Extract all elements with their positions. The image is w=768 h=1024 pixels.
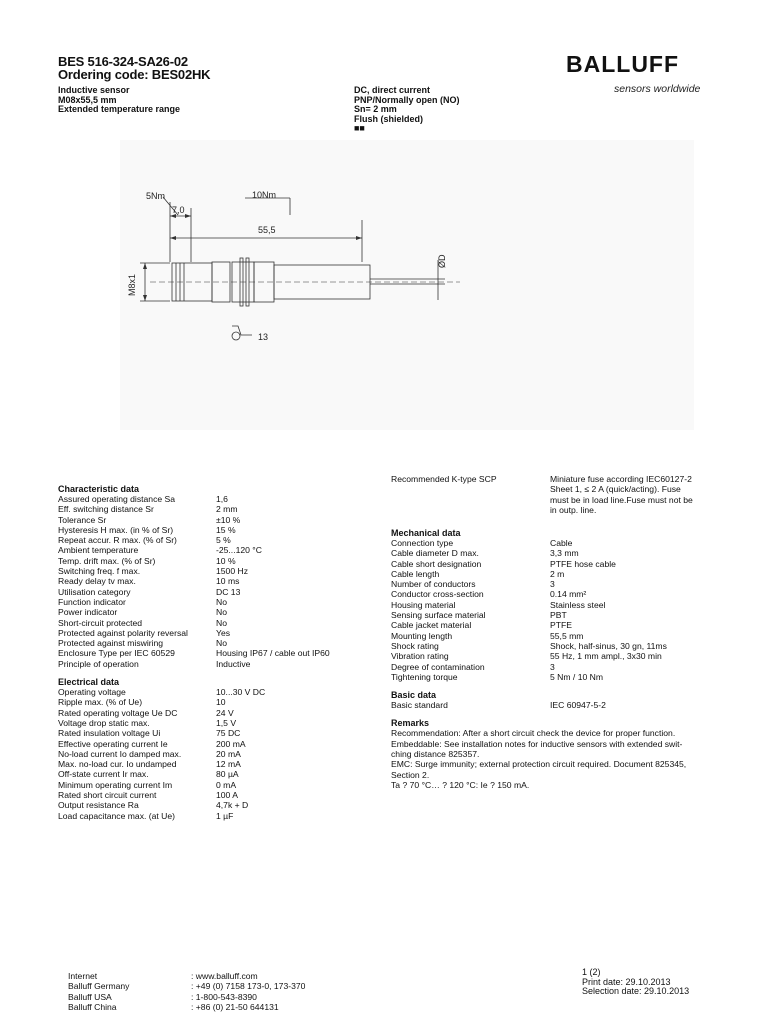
desc-line: Extended temperature range — [58, 104, 181, 115]
desc-line: PNP/Normally open (NO) — [354, 94, 460, 105]
row-value: No — [216, 617, 227, 628]
electrical-row — [58, 800, 358, 810]
desc-line: M08x55,5 mm — [58, 94, 117, 105]
row-value: 4,7k + D — [216, 800, 249, 811]
row-label: Function indicator — [58, 596, 126, 607]
mechanical-row — [391, 631, 721, 641]
characteristic-table — [58, 494, 358, 669]
dim-5nm: 5Nm — [146, 191, 166, 201]
row-label: Internet — [68, 971, 98, 981]
row-label: Off-state current Ir max. — [58, 769, 149, 780]
row-value: 55,5 mm — [550, 630, 584, 641]
characteristic-row — [58, 618, 358, 628]
row-value: IEC 60947-5-2 — [550, 700, 606, 711]
row-value: No — [216, 607, 227, 618]
basic-table — [391, 700, 721, 710]
row-label: Protected against polarity reversal — [58, 627, 188, 638]
row-label: Shock rating — [391, 640, 439, 651]
footer-contacts — [68, 971, 388, 1012]
row-value: DC 13 — [216, 586, 241, 597]
row-label: Rated operating voltage Ue DC — [58, 707, 178, 718]
row-value: : +49 (0) 7158 173-0, 173-370 — [191, 981, 306, 992]
row-label: Basic standard — [391, 700, 448, 711]
row-value: 80 µA — [216, 769, 239, 780]
footer-contact-row — [68, 971, 388, 981]
row-value: 10 ms — [216, 576, 240, 587]
row-label: Conductor cross-section — [391, 589, 484, 600]
row-label: Cable short designation — [391, 558, 482, 569]
mechanical-row — [391, 600, 721, 610]
row-value: 2 mm — [216, 504, 238, 515]
row-label: No-load current Io damped max. — [58, 748, 182, 759]
row-label: Balluff USA — [68, 991, 112, 1002]
electrical-heading: Electrical data — [58, 677, 120, 688]
characteristic-row — [58, 576, 358, 586]
electrical-row — [58, 811, 358, 821]
scp-line: Miniature fuse according IEC60127-2 — [550, 474, 692, 484]
row-label: Balluff China — [68, 1001, 117, 1012]
mechanical-row — [391, 589, 721, 599]
row-label: Output resistance Ra — [58, 800, 139, 811]
footer-dates — [582, 968, 689, 997]
electrical-row — [58, 697, 358, 707]
print-date: Print date: 29.10.2013 — [582, 976, 671, 987]
row-value: No — [216, 638, 227, 649]
row-label: Rated short circuit current — [58, 790, 157, 801]
selection-date: Selection date: 29.10.2013 — [582, 986, 690, 997]
row-label: Sensing surface material — [391, 610, 486, 621]
row-value: 1,6 — [216, 494, 228, 504]
row-label: Voltage drop static max. — [58, 717, 150, 728]
row-value: 55 Hz, 1 mm ampl., 3x30 min — [550, 651, 662, 662]
electrical-row — [58, 759, 358, 769]
row-value: -25...120 °C — [216, 545, 262, 556]
electrical-row — [58, 728, 358, 738]
footer-contact-row — [68, 981, 388, 991]
row-label: Switching freq. f max. — [58, 566, 141, 577]
electrical-row — [58, 739, 358, 749]
row-label: Minimum operating current Im — [58, 779, 173, 790]
electrical-row — [58, 749, 358, 759]
electrical-row — [58, 687, 358, 697]
remark-line: Section 2. — [391, 769, 430, 780]
row-label: Vibration rating — [391, 651, 449, 662]
row-label: Cable jacket material — [391, 620, 472, 631]
right-column — [391, 474, 721, 790]
row-value: No — [216, 596, 227, 607]
mechanical-row — [391, 579, 721, 589]
row-label: Repeat accur. R max. (% of Sr) — [58, 535, 177, 546]
row-label: Enclosure Type per IEC 60529 — [58, 648, 175, 659]
characteristic-heading: Characteristic data — [58, 484, 140, 494]
mechanical-row — [391, 569, 721, 579]
row-label: Utilisation category — [58, 586, 131, 597]
row-value: : www.balluff.com — [191, 971, 258, 981]
remark-line: Ta ? 70 °C… ? 120 °C: Ie ? 150 mA. — [391, 779, 530, 790]
row-label: Temp. drift max. (% of Sr) — [58, 555, 156, 566]
row-label: Number of conductors — [391, 579, 476, 590]
mechanical-table — [391, 538, 721, 682]
desc-line: Inductive sensor — [58, 85, 130, 95]
row-label: Connection type — [391, 538, 454, 548]
basic-heading: Basic data — [391, 690, 437, 701]
characteristic-row — [58, 659, 358, 669]
desc-squares: ■■ — [354, 123, 365, 134]
dim-55: 55,5 — [258, 225, 276, 235]
row-label: Assured operating distance Sa — [58, 494, 176, 504]
electrical-row — [58, 769, 358, 779]
remarks-text — [391, 728, 721, 790]
desc-line: Sn= 2 mm — [354, 104, 397, 115]
mechanical-row — [391, 610, 721, 620]
mechanical-row — [391, 548, 721, 558]
characteristic-row — [58, 494, 358, 504]
remark-line: Embeddable: See installation notes for inductive sensors with extended swit- — [391, 738, 683, 749]
row-label: Balluff Germany — [68, 981, 130, 992]
row-value: 5 Nm / 10 Nm — [550, 671, 604, 682]
characteristic-row — [58, 628, 358, 638]
mechanical-row — [391, 538, 721, 548]
row-value: 0 mA — [216, 779, 237, 790]
row-value: PBT — [550, 610, 567, 621]
row-label: Ready delay tv max. — [58, 576, 136, 587]
row-label: Hysteresis H max. (in % of Sr) — [58, 524, 174, 535]
row-value: 10...30 V DC — [216, 687, 266, 698]
row-label: Ripple max. (% of Ue) — [58, 697, 143, 708]
desc-line: DC, direct current — [354, 85, 431, 95]
scp-line: Sheet 1, ≤ 2 A (quick/acting). Fuse — [550, 484, 681, 495]
row-value: Stainless steel — [550, 599, 606, 610]
remarks-heading: Remarks — [391, 718, 430, 729]
characteristic-row — [58, 515, 358, 525]
row-label: Effective operating current Ie — [58, 738, 168, 749]
row-label: Power indicator — [58, 607, 118, 618]
row-label: Principle of operation — [58, 658, 139, 669]
mechanical-row — [391, 620, 721, 630]
dim-10nm: 10Nm — [252, 190, 277, 200]
row-value: 1500 Hz — [216, 566, 249, 577]
scp-line: must be in load line.Fuse must not be — [550, 494, 693, 505]
remark-line: EMC: Surge immunity; external protection circuit required. Document 825345, — [391, 759, 687, 770]
row-value: PTFE — [550, 620, 572, 631]
page-number: 1 (2) — [582, 967, 601, 977]
mechanical-row — [391, 672, 721, 682]
row-value: 200 mA — [216, 738, 246, 749]
wrench-size: 13 — [258, 332, 269, 342]
row-label: Eff. switching distance Sr — [58, 504, 154, 515]
row-label: Cable length — [391, 568, 440, 579]
scp-line: in outp. line. — [550, 504, 597, 515]
row-value: : 1-800-543-8390 — [191, 991, 257, 1002]
characteristic-row — [58, 504, 358, 514]
footer-contact-row — [68, 1002, 388, 1012]
remark-line: Recommendation: After a short circuit check the device for proper function. — [391, 728, 676, 739]
remark-line: ching distance 825357. — [391, 749, 480, 760]
row-value: Yes — [216, 627, 231, 638]
row-value: 3 — [550, 579, 555, 590]
row-value: 3,3 mm — [550, 548, 579, 559]
mechanical-row — [391, 662, 721, 672]
characteristic-row — [58, 607, 358, 617]
characteristic-row — [58, 597, 358, 607]
electrical-row — [58, 790, 358, 800]
row-value: Shock, half-sinus, 30 gn, 11ms — [550, 640, 667, 651]
row-label: Tightening torque — [391, 671, 458, 682]
row-label: Rated insulation voltage Ui — [58, 728, 161, 739]
electrical-row — [58, 718, 358, 728]
mechanical-row — [391, 559, 721, 569]
row-label: Degree of contamination — [391, 661, 485, 672]
desc-line: Flush (shielded) — [354, 113, 424, 124]
diameter-label: ØD — [437, 254, 447, 268]
row-value: Housing IP67 / cable out IP60 — [216, 648, 330, 659]
left-column — [58, 484, 358, 821]
characteristic-row — [58, 525, 358, 535]
electrical-row — [58, 708, 358, 718]
electrical-table — [58, 687, 358, 821]
row-value: Cable — [550, 538, 573, 548]
mechanical-heading: Mechanical data — [391, 528, 461, 538]
row-value: 12 mA — [216, 759, 241, 770]
row-label: Operating voltage — [58, 687, 126, 698]
row-value: : +86 (0) 21-50 644131 — [191, 1001, 279, 1012]
row-value: 20 mA — [216, 748, 241, 759]
dimension-drawing — [0, 0, 768, 440]
row-value: 1 µF — [216, 810, 234, 821]
row-label: Cable diameter D max. — [391, 548, 479, 559]
row-label: Mounting length — [391, 630, 453, 641]
characteristic-row — [58, 638, 358, 648]
row-label: Tolerance Sr — [58, 514, 107, 525]
thread-label: M8x1 — [127, 273, 137, 296]
row-value: 75 DC — [216, 728, 241, 739]
basic-row — [391, 700, 721, 710]
row-value: 100 A — [216, 790, 238, 801]
ordering-code: Ordering code: BES02HK — [58, 67, 211, 82]
row-label: Short-circuit protected — [58, 617, 143, 628]
characteristic-row — [58, 545, 358, 555]
characteristic-row — [58, 556, 358, 566]
characteristic-row — [58, 587, 358, 597]
scp-block — [391, 474, 721, 518]
row-label: Ambient temperature — [58, 545, 139, 556]
row-value: 10 % — [216, 555, 236, 566]
row-value: 24 V — [216, 707, 234, 718]
row-label: Max. no-load cur. Io undamped — [58, 759, 177, 770]
electrical-row — [58, 780, 358, 790]
logo-tagline: sensors worldwide — [614, 83, 701, 95]
row-label: Protected against miswiring — [58, 638, 164, 649]
row-value: PTFE hose cable — [550, 558, 616, 569]
row-value: 5 % — [216, 535, 231, 546]
row-value: Inductive — [216, 658, 251, 669]
footer-contact-row — [68, 992, 388, 1002]
balluff-logo: BALLUFF — [566, 51, 680, 77]
characteristic-row — [58, 648, 358, 658]
characteristic-row — [58, 566, 358, 576]
characteristic-row — [58, 535, 358, 545]
scp-label: Recommended K-type SCP — [391, 474, 497, 484]
product-model: BES 516-324-SA26-02 — [58, 54, 188, 69]
row-label: Housing material — [391, 599, 456, 610]
row-value: 10 — [216, 697, 226, 708]
dim-7: 7,0 — [172, 205, 185, 215]
row-value: 15 % — [216, 524, 236, 535]
mechanical-row — [391, 651, 721, 661]
row-label: Load capacitance max. (at Ue) — [58, 810, 176, 821]
row-value: 2 m — [550, 568, 565, 579]
row-value: ±10 % — [216, 514, 241, 525]
mechanical-row — [391, 641, 721, 651]
row-value: 1,5 V — [216, 717, 237, 728]
row-value: 0.14 mm² — [550, 589, 587, 600]
scp-value — [550, 474, 693, 515]
row-value: 3 — [550, 661, 555, 672]
